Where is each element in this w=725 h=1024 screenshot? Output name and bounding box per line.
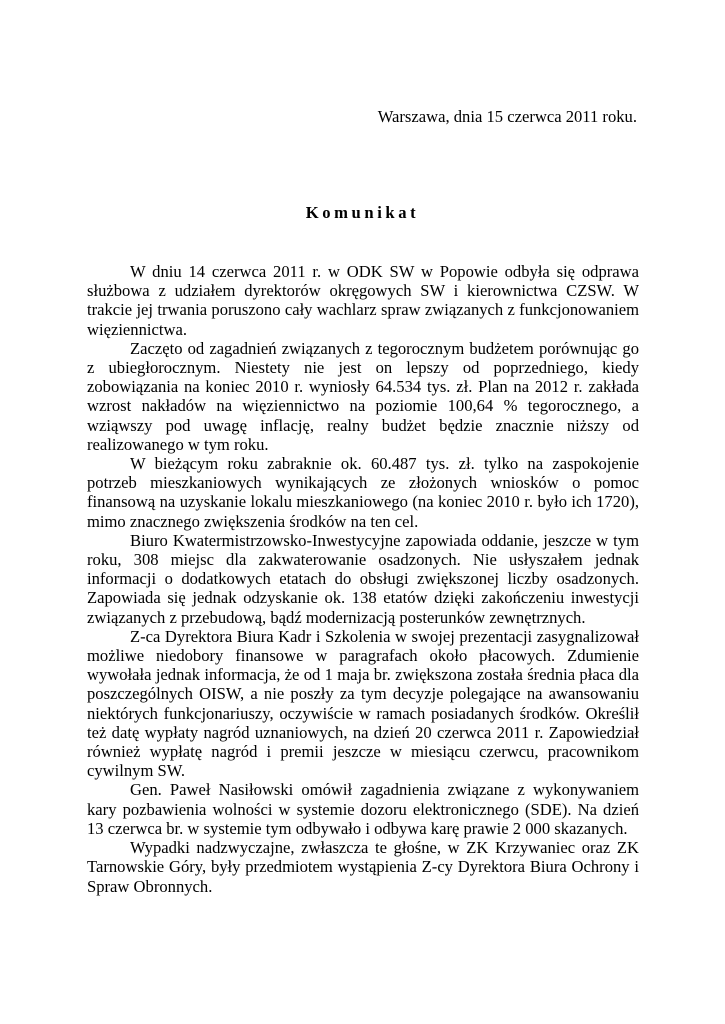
document-body (87, 262, 639, 896)
paragraph: Biuro Kwatermistrzowsko-Inwestycyjne zapowiada oddanie, jeszcze w tym roku, 308 miejsc dla zakwaterowanie osadzonych. Nie usłyszałem jednak informacji o dodatkowych etatach do obsługi zwiększonej liczby osadzonych. Zapowiada się jednak odzyskanie ok. 138 etatów dzięki zakończeniu inwestycji związanych z przebudową, bądź modernizacją posterunków zewnętrznych. (87, 530, 639, 627)
paragraph: Wypadki nadzwyczajne, zwłaszcza te głośne, w ZK Krzywaniec oraz ZK Tarnowskie Góry, były przedmiotem wystąpienia Z-cy Dyrektora Biura Ochrony i Spraw Obronnych. (87, 838, 639, 896)
paragraph: Gen. Paweł Nasiłowski omówił zagadnienia związane z wykonywaniem kary pozbawienia wolności w systemie dozoru elektronicznego (SDE). Na dzień 13 czerwca br. w systemie tym odbywało i odbywa karę prawie 2 000 skazanych. (87, 780, 639, 838)
paragraph: W dniu 14 czerwca 2011 r. w ODK SW w Popowie odbyła się odprawa służbowa z udziałem dyrektorów okręgowych SW i kierownictwa CZSW. W trakcie jej trwania poruszono cały wachlarz spraw związanych z funkcjonowaniem więziennictwa. (87, 262, 639, 339)
document-title: Komunikat (305, 203, 420, 222)
paragraph: Zaczęto od zagadnień związanych z tegorocznym budżetem porównując go z ubiegłorocznym. Niestety nie jest on lepszy od poprzedniego, kiedy zobowiązania na koniec 2010 r. wyniosły 64.534 tys. zł. Plan na 2012 r. zakłada wzrost nakładów na więziennictwo na poziomie 100,64 % tegorocznego, a wziąwszy pod uwagę inflację, realny budżet będzie znacznie niższy od realizowanego w tym roku. (87, 338, 639, 454)
paragraph: W bieżącym roku zabraknie ok. 60.487 tys. zł. tylko na zaspokojenie potrzeb mieszkaniowych wynikających ze złożonych wniosków o pomoc finansową na uzyskanie lokalu mieszkaniowego (na koniec 2010 r. było ich 1720), mimo znacznego zwiększenia środków na ten cel. (87, 454, 639, 531)
date-line: Warszawa, dnia 15 czerwca 2011 roku. (377, 107, 637, 126)
paragraph: Z-ca Dyrektora Biura Kadr i Szkolenia w swojej prezentacji zasygnalizował możliwe niedobory finansowe w paragrafach około płacowych. Zdumienie wywołała jednak informacja, że od 1 maja br. zwiększona została średnia płaca dla poszczególnych OISW, a nie poszły za tym decyzje polegające na awansowaniu niektórych funkcjonariuszy, oczywiście w ramach posiadanych środków. Określił też datę wypłaty nagród uznaniowych, na dzień 20 czerwca 2011 r. Zapowiedział również wypłatę nagród i premii jeszcze w miesiącu czerwcu, pracownikom cywilnym SW. (87, 626, 639, 781)
